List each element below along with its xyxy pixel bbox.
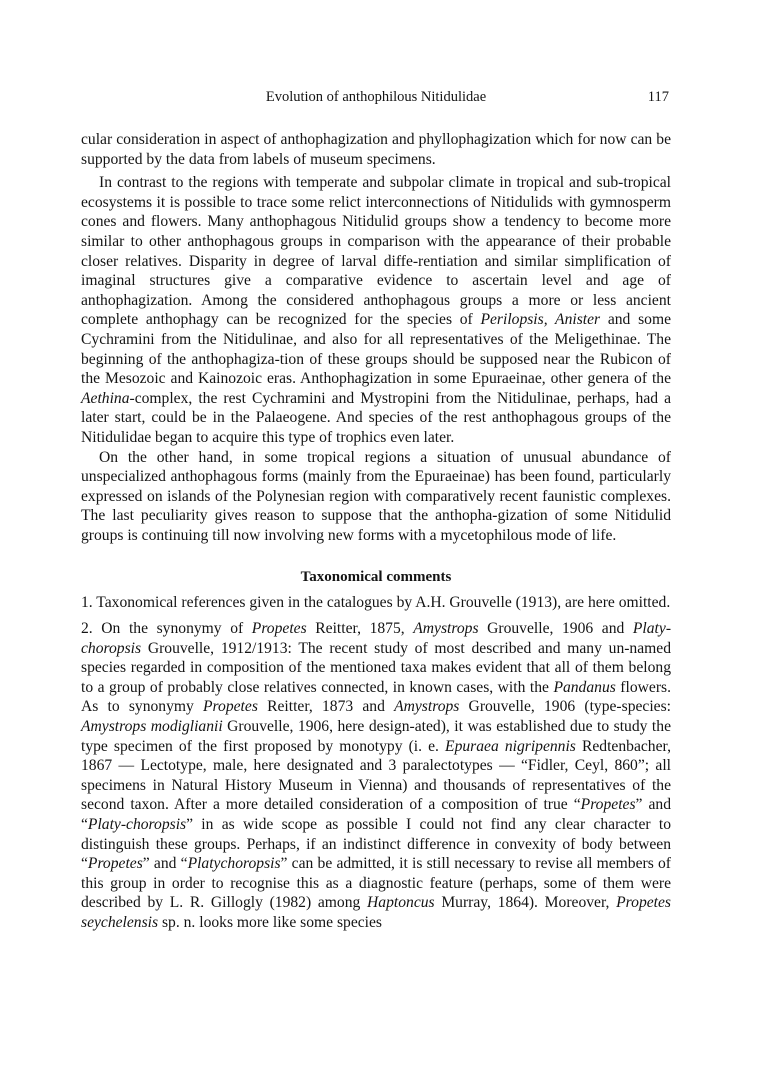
taxon-name: Amystrops [413,620,479,638]
text-run: Murray, 1864). Moreover, [434,894,617,912]
taxon-name: Propetes [251,620,307,638]
text-run: ” in as wide scope as possible I could not find any clear character to distinguish these groups. Perhaps, if an indistinct difference in convexity of body between “ [81,816,671,873]
text-run: Grouvelle, 1912/1913: The recent study of most described and many un-named species regarded in composition of the mentioned taxa makes evident that all of them belong to a group of probably close relatives connected, in known cases, with the [81,639,671,696]
section-heading: Taxonomical comments [300,569,452,586]
text-run: Grouvelle, 1906 and [478,620,633,638]
paragraph-tropical-ecosystems [81,173,671,447]
text-run: Reitter, 1875, [306,620,414,638]
text-run: In contrast to the regions with temperate and subpolar climate in tropical and sub-tropical ecosystems it is possible to trace some relict interconnections of Nitidulids with gymnosperm cones and flowers. Many anthophagous Nitidulid groups show a tendency to become more similar to other anthophagous groups in comparison with the appearance of their probable closer relatives. Disparity in degree of larval diffe-rentiation and similar simplification of imaginal structures give a comparative evidence to ascertain level and age of anthophagization. Among the considered anthophagous groups a more or less ancient complete anthophagy can be recognized for the species of [81,174,671,329]
text-run: Grouvelle, 1906 (type-species: [459,698,671,716]
taxon-name: Propetes [87,855,143,873]
taxon-name: Haptoncus [367,894,435,912]
taxon-name: Amystrops modiglianii [81,718,223,736]
taxon-name: Platy-choropsis [81,620,672,657]
page [81,88,671,933]
taxon-name: Pandanus [553,678,616,696]
taxon-name: Aethina [81,389,130,407]
comment-item-1: 1. Taxonomical references given in the catalogues by A.H. Grouvelle (1913), are here omitted. [81,594,671,612]
text-run: ” can be admitted, it is still necessary to revise all members of this group in order to recognise this as a diagnostic feature (perhaps, some of them were described by L. R. Gillogly (1982) among [81,855,671,912]
taxon-name: Propetes seychelensis [81,894,671,931]
text-run: flowers. As to synonymy [81,678,671,716]
text-run: ” and “ [81,796,671,833]
taxon-name: Perilopsis, Anister [480,311,601,329]
taxon-name: Platychoropsis [187,855,281,873]
text-run: Reitter, 1873 and [257,698,395,716]
running-title: Evolution of anthophilous Nitidulidae [265,89,487,105]
text-run: -complex, the rest Cychramini and Mystropini from the Nitidulinae, perhaps, had a later start, could be in the Palaeogene. And species of the rest anthophagous groups of the Nitidulidae began to acquire this type of trophics even later. [81,389,671,446]
taxon-name: Platy-choropsis [87,816,187,833]
taxon-name: Propetes [203,698,258,716]
paragraph-tropical-regions: On the other hand, in some tropical regions a situation of unusual abundance of unspecialized anthophagous forms (mainly from the Epuraeinae) has been found, particularly expressed on islands of the Polynesian region with comparatively recent faunistic complexes. The last peculiarity gives reason to suppose that the anthopha-gization of some Nitidulid groups is continuing till now involving new forms with a mycetophilous mode of life. [81,448,671,544]
text-run: Redtenbacher, 1867 — Lectotype, male, here designated and 3 paralectotypes — “Fidler, Ceyl, 860”; all specimens in Natural History Museum in Vienna) and thousands of representatives of the second taxon. After a more detailed consideration of a composition of true “ [81,737,671,814]
running-head [81,88,671,108]
text-run: ” and “ [142,855,188,873]
taxon-name: Propetes [580,796,636,814]
text-run: 2. On the synonymy of [81,620,252,638]
taxon-name: Epuraea nigripennis [445,737,576,755]
text-run: sp. n. looks more like some species [158,913,382,931]
comment-item-2 [81,619,671,933]
taxon-name: Amystrops [394,698,460,716]
page-number: 117 [647,89,669,105]
text-run: Grouvelle, 1906, here design-ated), it was established due to study the type specimen of the first proposed by monotypy (i. e. [81,718,671,755]
paragraph-continuation: cular consideration in aspect of anthophagization and phyllophagization which for now can be supported by the data from labels of museum specimens. [81,131,671,168]
text-run: and some Cychramini from the Nitidulinae, and also for all representatives of the Meligethinae. The beginning of the anthophagiza-tion of these groups should be supposed near the Rubicon of the Mesozoic and Kainozoic eras. Anthophagization in some Epuraeinae, other genera of the [81,311,671,388]
